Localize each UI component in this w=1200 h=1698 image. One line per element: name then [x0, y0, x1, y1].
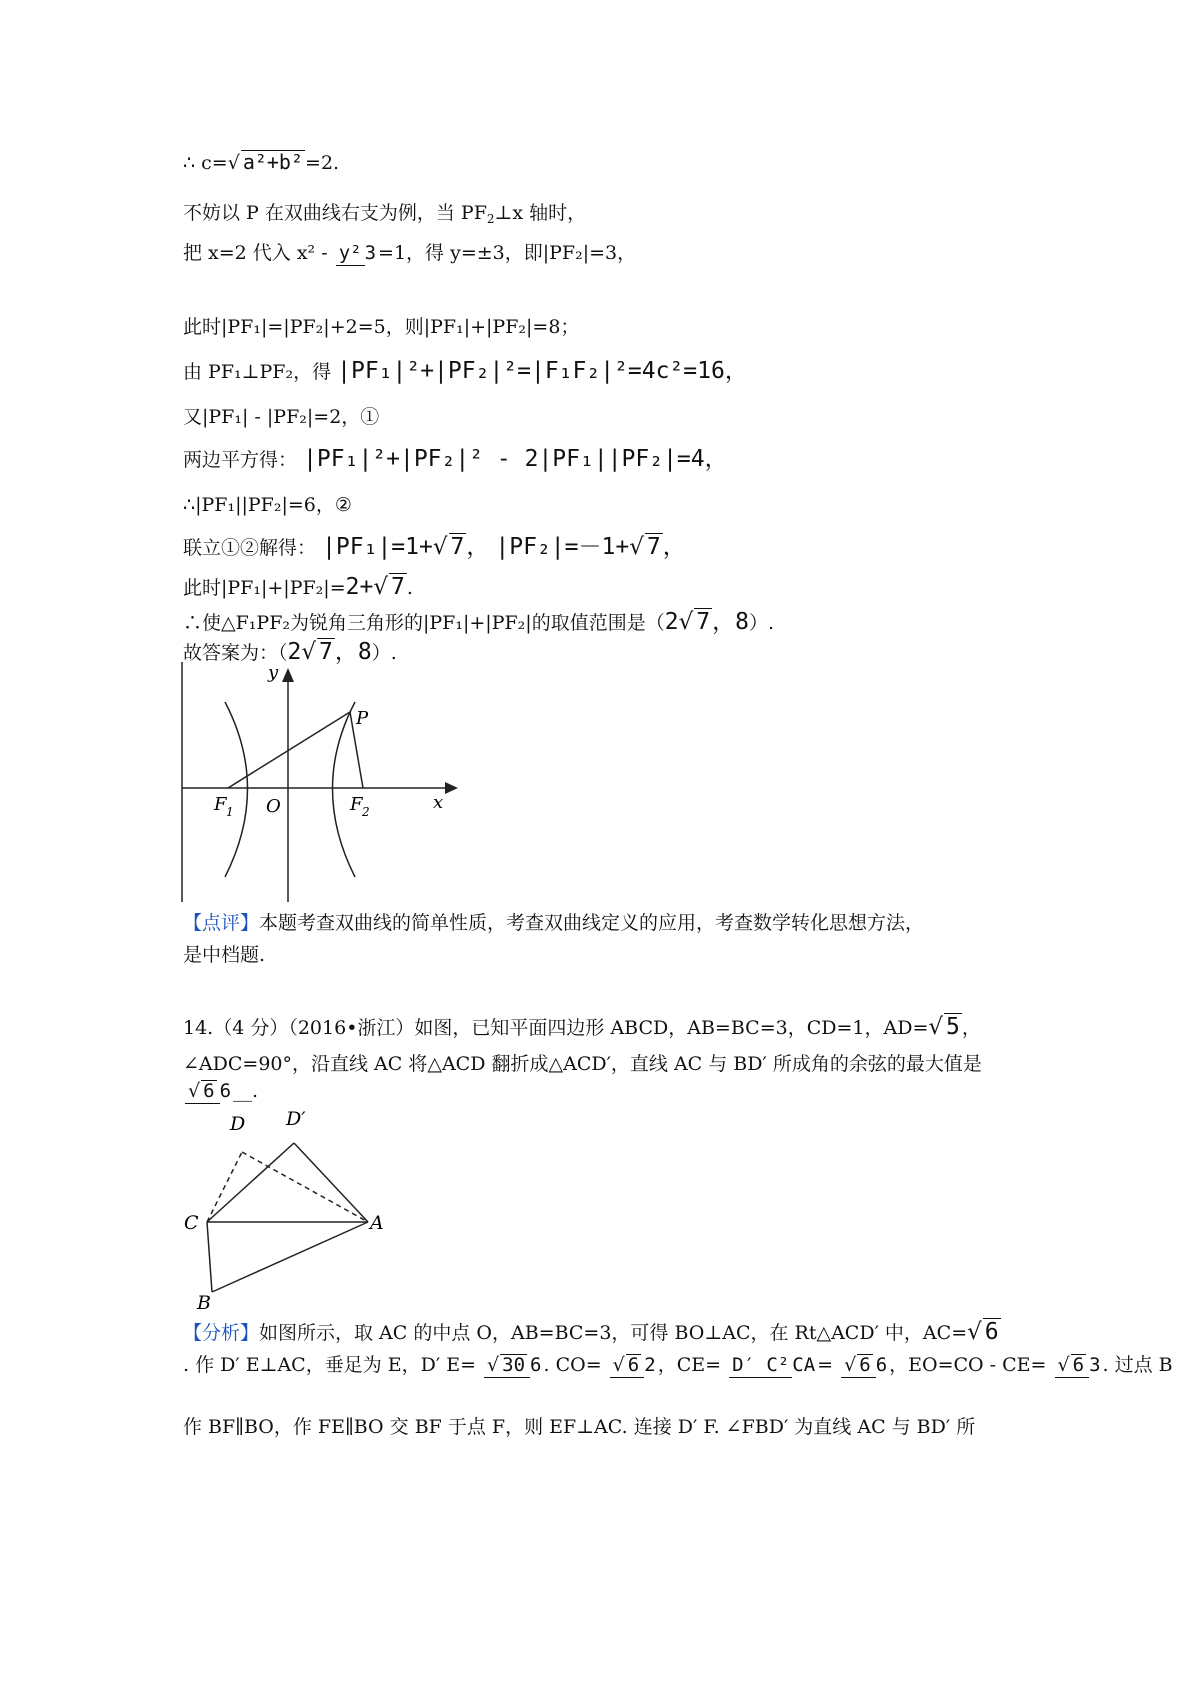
- analysis-tag: 【分析】: [183, 1322, 260, 1344]
- radical-sign: √: [678, 609, 694, 635]
- label-f1: F: [214, 794, 227, 815]
- comment-line-1: [183, 908, 924, 935]
- fraction-num: √ 6: [1055, 1354, 1090, 1378]
- problem14-text-1: 14.（4 分）（2016•浙江）如图，已知平面四边形 ABCD，AB=BC=3，CD=1，AD=: [183, 1017, 929, 1039]
- answer-blank: __.: [233, 1080, 259, 1102]
- formula-pythag: |PF₁|²+|PF₂|²=|F₁F₂|²=4c²=16，: [337, 358, 748, 384]
- formula-pf1: |PF₁|=1+: [322, 534, 433, 560]
- solution-line-9: 联立①②解得： |PF₁|=1+√ 7， |PF₂|=－1+√ 7，: [183, 528, 686, 561]
- analysis-text-2e: ，EO=CO - CE=: [889, 1354, 1047, 1376]
- fraction-co: [610, 1354, 656, 1378]
- text-c-suffix: =2.: [305, 152, 340, 174]
- formula-pf2: |PF₂|=－1+: [495, 534, 630, 560]
- solution-line-4: 此时|PF₁|=|PF₂|+2=5，则|PF₁|+|PF₂|=8；: [183, 316, 580, 338]
- label-d: D: [230, 1113, 246, 1135]
- label-f2: F: [350, 794, 363, 815]
- text-line11-prefix: ∴使△F₁PF₂为锐角三角形的|PF₁|+|PF₂|的取值范围是（: [183, 612, 665, 634]
- label-f2-sub: 2: [362, 805, 370, 819]
- radical-sign: √: [373, 574, 388, 600]
- analysis-text-2c: ，CE=: [657, 1354, 722, 1376]
- left-branch: [225, 702, 248, 877]
- formula-sum: 2+: [345, 574, 374, 600]
- radicand-6: 6: [859, 1354, 871, 1377]
- label-b: B: [197, 1292, 211, 1310]
- right-branch: [333, 702, 356, 877]
- text-line9-prefix: 联立①②解得：: [183, 537, 317, 559]
- radicand-7b: 7: [646, 534, 661, 560]
- analysis-line-1: [183, 1318, 1001, 1345]
- interval-2b: 2: [287, 639, 302, 665]
- quadrilateral-figure: [180, 1095, 400, 1310]
- fraction-num: D′ C²: [729, 1354, 792, 1378]
- comment-line-2: 是中档题.: [183, 944, 266, 966]
- y-axis-arrow: [282, 668, 294, 682]
- analysis-text-2f: . 过点 B: [1102, 1354, 1173, 1376]
- fraction-den: 3: [1089, 1354, 1101, 1377]
- label-p: P: [356, 708, 369, 729]
- text-line12-prefix: 故答案为：（: [183, 642, 288, 664]
- fraction-num: √ 6: [610, 1354, 645, 1378]
- fraction-den: 2: [644, 1354, 656, 1377]
- text-line11-suffix: ）.: [748, 612, 774, 634]
- fraction-dpe: [484, 1354, 541, 1378]
- radicand-6: 6: [984, 1319, 999, 1345]
- analysis-text-2d: =: [817, 1354, 834, 1376]
- fraction-eo: [1055, 1354, 1101, 1378]
- radicand-7d: 7: [696, 609, 711, 635]
- problem14-text-1-end: ，: [961, 1017, 981, 1039]
- radical-sign: √: [432, 534, 448, 560]
- fraction-num: y²: [336, 242, 365, 266]
- analysis-text-2b: . CO=: [543, 1354, 602, 1376]
- solution-line-2: [183, 198, 586, 226]
- fraction-den: CA: [792, 1354, 816, 1377]
- radical-sign: √: [301, 639, 317, 665]
- answer-num: √ 6: [185, 1080, 220, 1104]
- label-f1-sub: 1: [226, 805, 234, 819]
- text-line3-suffix: =1，得 y=±3，即|PF₂|=3，: [378, 242, 637, 264]
- label-dprime: D′: [286, 1108, 306, 1130]
- analysis-text-1: 如图所示，取 AC 的中点 O，AB=BC=3，可得 BO⊥AC，在 Rt△ACD′ 中，AC=: [259, 1322, 968, 1344]
- problem14-line-1: [183, 1013, 981, 1040]
- label-origin: O: [266, 796, 281, 817]
- hyperbola-figure: [180, 662, 480, 902]
- segment-f1-p: [228, 712, 350, 788]
- radical-sign: √: [629, 534, 644, 560]
- solution-line-8: ∴|PF₁||PF₂|=6，②: [183, 494, 352, 516]
- fraction-den: 6: [875, 1354, 888, 1377]
- comment-tag: 【点评】: [183, 912, 260, 934]
- fraction-ce-value: [841, 1354, 887, 1378]
- text-line5-prefix: 由 PF₁⊥PF₂，得: [183, 361, 332, 383]
- text-line10-prefix: 此时|PF₁|+|PF₂|=: [183, 577, 346, 599]
- radicand-5: 5: [946, 1014, 960, 1040]
- segment-c-d-dashed: [207, 1152, 242, 1222]
- segment-c-dprime: [207, 1143, 294, 1222]
- radical-sign: √: [227, 152, 240, 174]
- interval-8: ，8: [712, 609, 749, 635]
- solution-line-11: [183, 603, 774, 636]
- interval-8b: ，8: [334, 639, 372, 665]
- fraction-ce: [729, 1354, 815, 1378]
- x-axis-arrow: [445, 782, 458, 794]
- label-c: C: [184, 1212, 199, 1234]
- radicand-6: 6: [627, 1354, 640, 1377]
- analysis-line-3: 作 BF∥BO，作 FE∥BO 交 BF 于点 F，则 EF⊥AC. 连接 D′ F. ∠FBD′ 为直线 AC 与 BD′ 所: [183, 1416, 976, 1438]
- label-a: A: [370, 1212, 384, 1234]
- problem14-line-2: ∠ADC=90°，沿直线 AC 将△ACD 翻折成△ACD′，直线 AC 与 BD′ 所成角的余弦的最大值是: [183, 1053, 982, 1075]
- solution-line-6: 又|PF₁| - |PF₂|=2，①: [183, 406, 380, 428]
- radicand-30: 30: [502, 1354, 526, 1377]
- interval-2: 2: [664, 609, 679, 635]
- text-line2-tail: ⊥x 轴时，: [494, 202, 587, 224]
- solution-line-5: [183, 352, 748, 385]
- radicand-a2b2: a²+b²: [242, 150, 304, 174]
- solution-line-3: [183, 238, 636, 266]
- fraction-den: 6: [530, 1354, 542, 1377]
- segment-d-a-dashed: [242, 1152, 368, 1222]
- solution-line-c: [183, 150, 339, 174]
- solution-line-10: 此时|PF₁|+|PF₂|=2+√ 7 .: [183, 574, 413, 600]
- sub-2: 2: [486, 212, 495, 226]
- formula-square: |PF₁|²+|PF₂|² - 2|PF₁||PF₂|=4，: [303, 446, 728, 472]
- fraction-den: 3: [364, 242, 377, 265]
- label-x: x: [433, 792, 444, 813]
- text-line7-prefix: 两边平方得：: [183, 449, 298, 471]
- radical-sign: √: [967, 1319, 982, 1345]
- text-c-prefix: ∴ c=: [183, 152, 228, 174]
- text-line2: 不妨以 P 在双曲线右支为例，当 PF: [183, 202, 487, 224]
- text-line12-suffix: ）.: [371, 642, 397, 664]
- solution-line-7: [183, 440, 728, 473]
- segment-dprime-a: [294, 1143, 368, 1222]
- radicand-7c: 7: [390, 574, 405, 600]
- fraction-num: √ 30: [484, 1354, 530, 1378]
- answer-den: 6: [219, 1080, 232, 1103]
- label-y: y: [268, 662, 279, 683]
- text-line3-prefix: 把 x=2 代入 x² -: [183, 242, 328, 264]
- radical-sign: √: [928, 1014, 944, 1040]
- answer-num-rad: 6: [203, 1080, 215, 1103]
- comment-text-1: 本题考查双曲线的简单性质，考查双曲线定义的应用，考查数学转化思想方法，: [259, 912, 925, 934]
- radicand-7: 7: [450, 534, 465, 560]
- radicand-7e: 7: [319, 639, 333, 665]
- analysis-text-2a: . 作 D′ E⊥AC，垂足为 E，D′ E=: [183, 1354, 476, 1376]
- radicand-6: 6: [1072, 1354, 1085, 1377]
- analysis-line-2: [183, 1350, 1173, 1378]
- fraction-num: √ 6: [841, 1354, 876, 1378]
- segment-c-b: [207, 1222, 212, 1292]
- segment-b-a: [212, 1222, 368, 1292]
- fraction-y2-over-3: [336, 242, 376, 266]
